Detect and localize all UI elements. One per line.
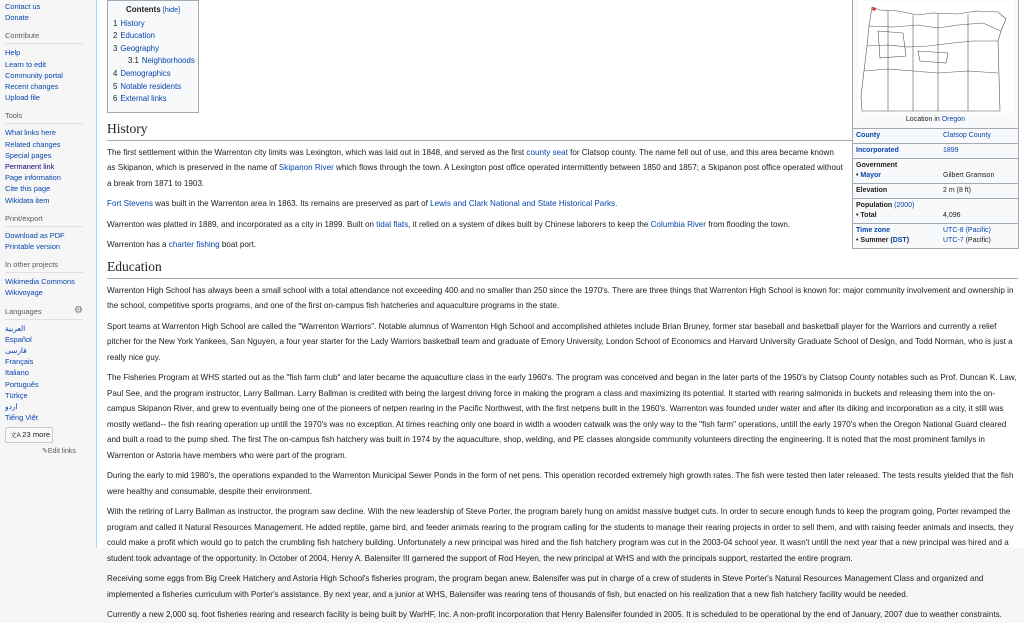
summer-pacific: (Pacific) [965, 237, 991, 244]
summer-label-end: ) [906, 237, 910, 244]
toc-link[interactable]: Education [120, 31, 156, 41]
language-link[interactable]: العربية [5, 323, 26, 333]
oregon-map-image [858, 1, 1013, 113]
gear-icon[interactable]: ⚙ [74, 304, 83, 316]
language-link[interactable]: اردو [5, 402, 18, 412]
elevation-label: Elevation [856, 187, 888, 194]
population-label: Population [856, 202, 893, 209]
languages-label: Languages [5, 306, 42, 316]
article-link[interactable]: county seat [526, 147, 568, 157]
elevation-row [853, 183, 1018, 198]
toc-number: 3.1 [128, 56, 139, 66]
text-run: Warrenton High School has always been a small school with a total attendance not exceeding 400 and no smaller than 250 since the 1970's. There are three things that Warrenton High School is known for: major community involvement and ownership in the school, competitive sports programs, and one of the first on-campus fish hatcheries and aquaculture programs in the state. [107, 285, 1014, 311]
article-link[interactable]: Skipanon River [278, 163, 334, 173]
caption-text: Location in [905, 116, 942, 123]
pacific-link[interactable]: (Pacific) [965, 227, 991, 234]
infobox [852, 0, 1019, 249]
sidebar-heading-print-export: Print/export [5, 214, 83, 227]
language-link[interactable]: Français [5, 357, 34, 367]
text-run: Receiving some eggs from Big Creek Hatchery and Astoria High School's fisheries program, the program began anew. Balensifer was put in charge of a crew of students in Steve Porter's Natural Resources Management Class and organized and implemented a fisheries curriculum with Porter's assistance. By next year, and a junior at WHS, Balensifer was rearing tens of thousands of fish, but enacted on his realization that a new fish hatchery facility would be needed. [107, 574, 984, 599]
article-link[interactable]: charter fishing [168, 240, 220, 250]
timezone-link[interactable]: Time zone [856, 227, 891, 234]
toc-item[interactable] [113, 55, 193, 68]
toc-link[interactable]: Notable residents [120, 81, 182, 91]
timezone-block: Time zone UTC-8 (Pacific) • Summer (DST) UTC-7 (Pacific) [853, 223, 1018, 248]
population-block: Population (2000) • Total 4,096 [853, 198, 1018, 223]
utc-8-link[interactable]: UTC-8 [943, 227, 964, 234]
sidebar-link-wikidata-item[interactable]: Wikidata item [5, 195, 50, 205]
sidebar-link-upload-file[interactable]: Upload file [5, 93, 40, 103]
article-link[interactable]: Lewis and Clark National and State Historical Parks. [430, 199, 618, 209]
sidebar-heading-contribute: Contribute [5, 31, 83, 44]
toc-hide-link[interactable]: [hide] [162, 7, 181, 14]
sidebar-link-page-information[interactable]: Page information [5, 173, 61, 183]
sidebar-link-special-pages[interactable]: Special pages [5, 150, 52, 160]
section-heading-history: History [107, 120, 1018, 141]
government-block: Government • Mayor Gilbert Gramson [853, 158, 1018, 183]
county-value-link[interactable]: Clatsop County [943, 132, 991, 139]
section-heading-education: Education [107, 258, 1018, 279]
paragraph [107, 504, 1018, 566]
translate-icon: 文A [10, 432, 23, 440]
sidebar-link-wikivoyage[interactable]: Wikivoyage [5, 288, 43, 298]
toc-item[interactable] [113, 18, 193, 31]
text-run: Sport teams at Warrenton High School are called the "Warrenton Warriors". Notable alumnus of Warrenton High School and accomplished athletes include Brian Bruney, former star baseball and basketball player for the Warriors and currently a relief pitcher for the New York Yankees, San Nguyen, a four year starter for the Lady Warriors basketball team and graduate of Emory University, London School of Economics and Harvard University Graduate School of Design, and Todd Norman, who is just a really nice guy. [107, 321, 1013, 362]
total-label: Total [860, 212, 877, 219]
paragraph [107, 571, 1018, 602]
elevation-value: 2 m (8 ft) [943, 187, 972, 194]
article-link[interactable]: tidal flats [376, 219, 409, 229]
sidebar-link-cite-this-page[interactable]: Cite this page [5, 184, 51, 194]
sidebar-link-wikimedia-commons[interactable]: Wikimedia Commons [5, 277, 75, 287]
mayor-value: Gilbert Gramson [943, 172, 995, 179]
sidebar-link-download-as-pdf[interactable]: Download as PDF [5, 230, 65, 240]
toc-number: 5 [113, 81, 118, 91]
table-of-contents [107, 0, 199, 113]
text-run: The first settlement within the Warrenton city limits was Lexington, which was laid out in 1848, and served as the first [107, 147, 527, 157]
incorporated-value-link[interactable]: 1899 [943, 147, 959, 154]
toc-link[interactable]: History [120, 18, 145, 28]
sidebar-heading-in-other-projects: In other projects [5, 260, 83, 273]
government-label: Government [856, 162, 898, 169]
toc-link[interactable]: Demographics [120, 68, 171, 78]
population-year-link[interactable]: (2000) [894, 202, 915, 209]
toc-number: 1 [113, 18, 118, 28]
paragraph [107, 607, 1018, 623]
paragraph [107, 283, 1018, 314]
oregon-locator-map[interactable] [858, 1, 1013, 113]
toc-number: 4 [113, 68, 118, 78]
total-value: 4,096 [943, 212, 961, 219]
paragraph [107, 468, 1018, 499]
more-languages-label: 23 more [22, 430, 51, 440]
toc-item[interactable] [113, 81, 193, 94]
text-run: from flooding the town. [706, 219, 791, 229]
language-link[interactable]: Italiano [5, 368, 29, 378]
more-languages-button[interactable] [5, 427, 53, 443]
sidebar-link-related-changes[interactable]: Related changes [5, 139, 61, 149]
text-run: During the early to mid 1980's, the operations expanded to the Warrenton Municipal Sewer Ponds in the form of net pens. This operation recorded extremely high growth rates. The fish were tested then later released. The tests results yielded that the fish were healthy and consumable, despite their environment. [107, 471, 1014, 496]
sidebar-heading-languages [5, 304, 83, 320]
language-link[interactable]: Español [5, 334, 32, 344]
text-run: With the retiring of Larry Ballman as instructor, the program saw decline. With the new leadership of Steve Porter, the program barely hung on amidst massive budget cuts. In order to secure enough funds to keep the program going, Porter revamped the program and called it Natural Resources Management. He added reptile, game bird, and feeder animals rearing to the program calling for the students to manage their rearing projects in order to sell them, and with raising feeder animals and insects, they could make a profit which would go to patch the crumbling fish hatchery building. Unfortunately a new principal was hired and the fish hatchery program was cut in the 2003-04 school year. It wasn't untill the next year that a new principal was hired and a student took advantage of the opportunity. In October of 2004, Henry A. Balensifer III garnered the support of Rod Heyen, the new principal at WHS and with the principals support, restarted the entire program. [107, 507, 1014, 563]
edit-links-label: Edit links [47, 448, 76, 456]
text-run: for Clatsop county. The name fell out of use, and this area became known as Skipanon, which is preserved in the name of [107, 147, 834, 173]
toc-item[interactable] [113, 30, 193, 43]
county-row [853, 128, 1018, 143]
county-label-link[interactable]: County [856, 132, 881, 139]
text-run: boat port. [219, 240, 257, 250]
text-run: , it relied on a system of dikes built by Chinese laborers to keep the [408, 219, 651, 229]
language-link[interactable]: Português [5, 379, 39, 389]
paragraph [107, 370, 1018, 463]
pencil-icon: ✎ [42, 448, 48, 456]
language-link[interactable]: Türkçe [5, 390, 28, 400]
toc-link[interactable]: Geography [120, 43, 159, 53]
text-run: The Fisheries Program at WHS started out as the "fish farm club" and later became the aquaculture class in the early 1960's. The program was conceived and began in the later parts of the 1950's by Clatsop County notables such as Prof. Duncan K. Law, Paul See, and the program instructor, Larry Ballman. Larry Ballman is credited with being the largest driving force in making the program a class and maximizing its potential. It started with rearing salmonids in buckets and releasing them into the on-campus Skipanon River, and grew to eventually being one of the pioneers of netpen rearing in the Pacific Northwest, with the first netpens built in the 1960's. Warrenton was founded under water and after its diking and incorporation as a city, it still was mostly wetland-- the fish rearing operation up untill the 1970's was no exception. At times reaching only one board in width a wooden catwalk was the only way to the "fish farm" operations, untill the early 1970's when the Oregon National Guard cleared and built a road to the pump shed. The first The on-campus fish hatchery was built in 1974 by the aquaculture, shop, welding, and PE classes alongside community volunteers directing the engineering. It is noted that the most prominent familys in Warrenton or Astoria have members who were part of the program. [107, 373, 1017, 460]
oregon-link[interactable]: Oregon [941, 116, 966, 123]
language-link[interactable]: Tiếng Việt [5, 413, 38, 423]
paragraph [107, 319, 1018, 366]
utc-7-link[interactable]: UTC-7 [943, 237, 964, 244]
sidebar-link-learn-to-edit[interactable]: Learn to edit [5, 59, 47, 69]
text-run: Warrenton was platted in 1889, and incorporated as a city in 1899. Built on [107, 219, 377, 229]
sidebar-heading-tools: Tools [5, 111, 83, 124]
sidebar-link-permanent-link[interactable]: Permanent link [5, 162, 55, 172]
sidebar-link-what-links-here[interactable]: What links here [5, 128, 56, 138]
text-run: Currently a new 2,000 sq. foot fisheries rearing and research facility is being built by WarHF, Inc. A non-profit incorporation that Henry Balensifer founded in 2005. It is scheduled to be operational by the end of January, 2007 due to weather constraints. [107, 610, 1002, 620]
sidebar-link-contact-us[interactable]: Contact us [5, 2, 41, 11]
dst-link[interactable]: DST [892, 237, 907, 244]
text-run: Warrenton has a [107, 240, 169, 250]
sidebar-link-community-portal[interactable]: Community portal [5, 70, 63, 80]
toc-link[interactable]: Neighborhoods [141, 56, 195, 66]
text-run: was built in the Warrenton area in 1863. Its remains are preserved as part of [152, 199, 431, 209]
toc-item[interactable] [113, 93, 193, 106]
summer-label: Summer ( [860, 237, 893, 244]
sidebar [0, 0, 96, 548]
article-link[interactable]: Fort Stevens [107, 199, 153, 209]
mayor-link[interactable]: Mayor [860, 172, 882, 179]
toc-number: 2 [113, 31, 118, 41]
incorporated-label-link[interactable]: Incorporated [856, 147, 899, 154]
sidebar-link-help[interactable]: Help [5, 48, 21, 58]
toc-item[interactable] [113, 68, 193, 81]
toc-number: 3 [113, 43, 118, 53]
map-caption [853, 113, 1018, 128]
sidebar-link-printable-version[interactable]: Printable version [5, 242, 61, 252]
toc-title: Contents [hide] [125, 5, 181, 14]
sidebar-link-recent-changes[interactable]: Recent changes [5, 82, 59, 92]
article-link[interactable]: Columbia River [650, 219, 706, 229]
toc-number: 6 [113, 94, 118, 104]
sidebar-link-donate[interactable]: Donate [5, 13, 29, 23]
article-content [96, 0, 1024, 620]
text-run: which flows through the town. A Lexington post office operated intermittently between 1850 and 1857; a Skipanon post office operated without a break from 1871 to 1903. [107, 163, 843, 188]
toc-link[interactable]: External links [120, 94, 167, 104]
language-link[interactable]: فارسی [5, 346, 27, 356]
toc-item[interactable] [113, 43, 193, 56]
edit-links-link[interactable] [42, 447, 96, 455]
incorporated-row [853, 143, 1018, 158]
